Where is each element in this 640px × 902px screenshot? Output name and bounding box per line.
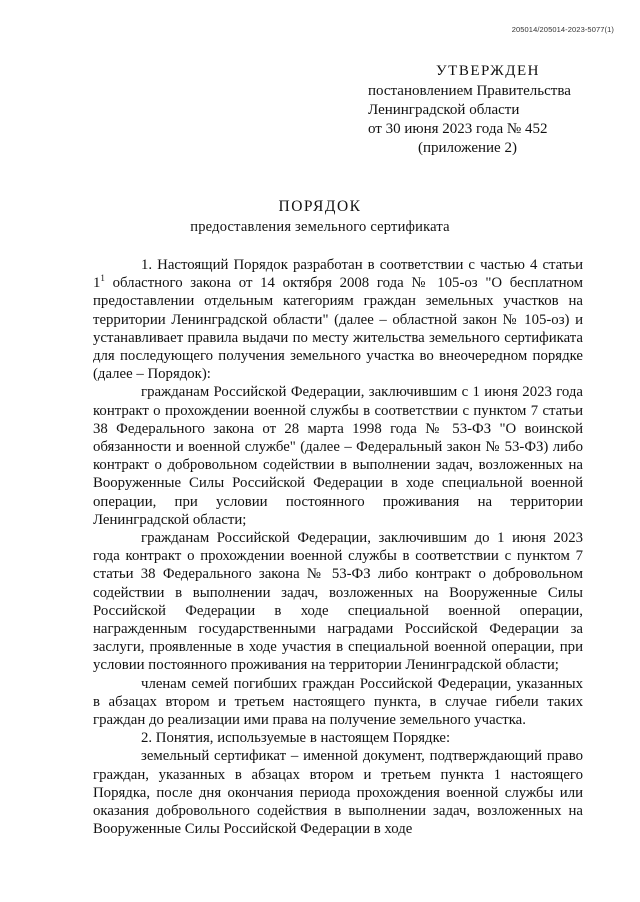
approval-line: от 30 июня 2023 года № 452 <box>368 121 548 137</box>
approval-line: постановлением Правительства <box>368 83 571 99</box>
paragraph: земельный сертификат – именной документ, подтверждающий право граждан, указанных в абзацах втором и третьем пункта 1 настоящего Порядка, после дня окончания периода прохождения военной службы или оказания добровольного содействия в выполнении задач, возложенных на Вооруженные Силы Российской Федерации в ходе <box>93 748 583 838</box>
document-body <box>93 256 583 839</box>
approval-line: Ленинградской области <box>368 102 520 118</box>
document-subtitle: предоставления земельного сертификата <box>190 219 450 235</box>
approval-line: (приложение 2) <box>418 140 517 156</box>
approval-stamp <box>368 62 608 158</box>
superscript: 1 <box>100 273 105 284</box>
paragraph: гражданам Российской Федерации, заключившим до 1 июня 2023 года контракт о прохождении военной службы в соответствии с пунктом 7 статьи 38 Федерального закона № 53-ФЗ либо контракт о добровольном содействии в выполнении задач, возложенных на Вооруженные Силы Российской Федерации в ходе специальной военной операции, награжденным государственными наградами Российской Федерации за заслуги, проявленные в ходе участия в специальной военной операции, при условии постоянного проживания на территории Ленинградской области; <box>93 530 583 674</box>
document-title: ПОРЯДОК <box>278 198 362 215</box>
paragraph: 1. Настоящий Порядок разработан в соответствии с частью 4 статьи $1^1$ областного закона от 14 октября 2008 года № 105-оз "О бесплатном предоставлении отдельным категориям граждан земельных участков на территории Ленинградской области" (далее – областной закон № 105-оз) и устанавливает правила выдачи по месту жительства земельного сертификата для последующего получения земельного участка во внеочередном порядке (далее – Порядок): <box>93 257 583 383</box>
paragraph: 2. Понятия, используемые в настоящем Порядке: <box>141 730 451 747</box>
paragraph: гражданам Российской Федерации, заключившим с 1 июня 2023 года контракт о прохождении военной службы в соответствии с пунктом 7 статьи 38 Федерального закона от 28 марта 1998 года № 53-ФЗ "О воинской обязанности и военной службе" (далее – Федеральный закон № 53-ФЗ) либо контракт о добровольном содействии в выполнении задач, возложенных на Вооруженные Силы Российской Федерации в ходе специальной военной операции, при условии постоянного проживания на территории Ленинградской области; <box>93 384 583 528</box>
document-heading <box>0 197 640 237</box>
document-id: 205014/205014-2023-5077(1) <box>511 25 614 34</box>
paragraph: членам семей погибших граждан Российской Федерации, указанных в абзацах втором и третьем настоящего пункта, в случае гибели таких граждан до реализации ими права на получение земельного участка. <box>93 675 583 729</box>
approval-title: УТВЕРЖДЕН <box>436 63 540 79</box>
